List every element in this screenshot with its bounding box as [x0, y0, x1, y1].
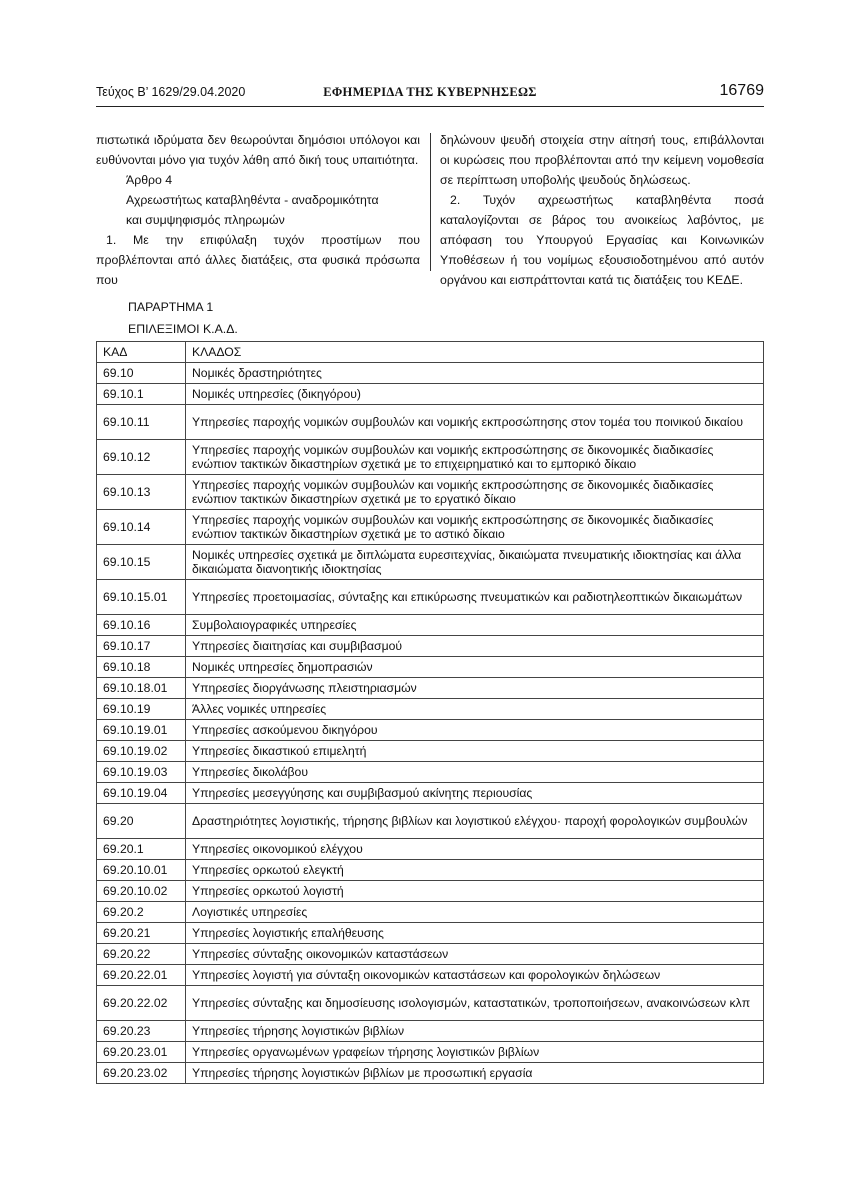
annex-title: ΠΑΡΑΡΤΗΜΑ 1 — [128, 300, 214, 314]
table-row — [97, 615, 764, 636]
issue-reference: Τεύχος Β’ 1629/29.04.2020 — [96, 85, 246, 99]
sector-description-cell: Λογιστικές υπηρεσίες — [186, 902, 764, 923]
kad-code-cell: 69.20.22 — [97, 944, 186, 965]
sector-description-cell: Υπηρεσίες παροχής νομικών συμβουλών και νομικής εκπροσώπησης σε δικονομικές διαδικασίες ενώπιον τακτικών δικαστηρίων σχετικά με το επιχειρηματικό και το εμπορικό δίκαιο — [186, 440, 764, 475]
sector-description-cell: Υπηρεσίες διοργάνωσης πλειστηριασμών — [186, 678, 764, 699]
kad-code-cell: 69.10.18 — [97, 657, 186, 678]
kad-code-cell: 69.10.19.02 — [97, 741, 186, 762]
sector-description-cell: Υπηρεσίες παροχής νομικών συμβουλών και νομικής εκπροσώπησης σε δικονομικές διαδικασίες ενώπιον τακτικών δικαστηρίων σχετικά με το εργατικό δίκαιο — [186, 475, 764, 510]
sector-description-cell: Υπηρεσίες ασκούμενου δικηγόρου — [186, 720, 764, 741]
column-header-sector: ΚΛΑΔΟΣ — [186, 342, 764, 363]
table-row — [97, 580, 764, 615]
sector-description-cell: Νομικές υπηρεσίες (δικηγόρου) — [186, 384, 764, 405]
sector-description-cell: Υπηρεσίες δικαστικού επιμελητή — [186, 741, 764, 762]
column-header-kad: ΚΑΔ — [97, 342, 186, 363]
kad-code-cell: 69.10.13 — [97, 475, 186, 510]
kad-code-cell: 69.20.23.02 — [97, 1063, 186, 1084]
article-heading — [96, 170, 420, 230]
sector-description-cell: Υπηρεσίες δικολάβου — [186, 762, 764, 783]
kad-code-cell: 69.20.22.02 — [97, 986, 186, 1021]
table-row — [97, 839, 764, 860]
sector-description-cell: Υπηρεσίες διαιτησίας και συμβιβασμού — [186, 636, 764, 657]
sector-description-cell: Άλλες νομικές υπηρεσίες — [186, 699, 764, 720]
kad-code-cell: 69.10.19.03 — [97, 762, 186, 783]
sector-description-cell: Υπηρεσίες σύνταξης και δημοσίευσης ισολογισμών, καταστατικών, τροποποιήσεων, ανακοινώσεων κλπ — [186, 986, 764, 1021]
annex-heading — [128, 296, 238, 340]
article-title-line-2: και συμψηφισμός πληρωμών — [126, 213, 285, 227]
sector-description-cell: Υπηρεσίες τήρησης λογιστικών βιβλίων — [186, 1021, 764, 1042]
sector-description-cell: Υπηρεσίες οργανωμένων γραφείων τήρησης λογιστικών βιβλίων — [186, 1042, 764, 1063]
sector-description-cell: Υπηρεσίες μεσεγγύησης και συμβιβασμού ακίνητης περιουσίας — [186, 783, 764, 804]
kad-table-body — [97, 363, 764, 1084]
right-paragraph-1: δηλώνουν ψευδή στοιχεία στην αίτησή τους, επιβάλλονται οι κυρώσεις που προβλέπονται από την κείμενη νομοθεσία σε περίπτωση υποβολής ψευδούς δηλώσεως. — [440, 133, 764, 187]
header-rule — [96, 106, 764, 107]
kad-code-cell: 69.10.18.01 — [97, 678, 186, 699]
sector-description-cell: Υπηρεσίες ορκωτού λογιστή — [186, 881, 764, 902]
kad-code-cell: 69.20.23.01 — [97, 1042, 186, 1063]
sector-description-cell: Υπηρεσίες τήρησης λογιστικών βιβλίων με προσωπική εργασία — [186, 1063, 764, 1084]
table-row — [97, 986, 764, 1021]
table-row — [97, 944, 764, 965]
table-header-row — [97, 342, 764, 363]
sector-description-cell: Νομικές υπηρεσίες δημοπρασιών — [186, 657, 764, 678]
kad-code-cell: 69.10 — [97, 363, 186, 384]
kad-code-cell: 69.10.15.01 — [97, 580, 186, 615]
kad-code-cell: 69.10.11 — [97, 405, 186, 440]
table-row — [97, 881, 764, 902]
kad-code-cell: 69.10.16 — [97, 615, 186, 636]
sector-description-cell: Δραστηριότητες λογιστικής, τήρησης βιβλίων και λογιστικού ελέγχου· παροχή φορολογικών συμβουλών — [186, 804, 764, 839]
table-row — [97, 678, 764, 699]
column-divider — [430, 133, 431, 271]
kad-code-cell: 69.20.10.01 — [97, 860, 186, 881]
kad-code-cell: 69.20.21 — [97, 923, 186, 944]
table-row — [97, 475, 764, 510]
table-row — [97, 363, 764, 384]
sector-description-cell: Νομικές υπηρεσίες σχετικά με διπλώματα ευρεσιτεχνίας, δικαιώματα πνευματικής ιδιοκτησίας και άλλα δικαιώματα διανοητικής ιδιοκτησίας — [186, 545, 764, 580]
table-row — [97, 741, 764, 762]
sector-description-cell: Υπηρεσίες οικονομικού ελέγχου — [186, 839, 764, 860]
sector-description-cell: Υπηρεσίες ορκωτού ελεγκτή — [186, 860, 764, 881]
table-row — [97, 804, 764, 839]
table-row — [97, 636, 764, 657]
kad-code-cell: 69.10.19 — [97, 699, 186, 720]
kad-code-cell: 69.10.17 — [97, 636, 186, 657]
table-row — [97, 510, 764, 545]
table-row — [97, 545, 764, 580]
right-paragraph-2: 2. Τυχόν αχρεωστήτως καταβληθέντα ποσά καταλογίζονται σε βάρος του ανοικείως λαβόντος, με απόφαση του Υπουργού Εργασίας και Κοινωνικών Υποθέσεων ή του νομίμως εξουσιοδοτημένου από αυτόν οργάνου και εισπράττονται κατά τις διατάξεις του ΚΕΔΕ. — [440, 193, 764, 287]
kad-code-cell: 69.20 — [97, 804, 186, 839]
right-column — [440, 130, 764, 290]
left-paragraph-1: πιστωτικά ιδρύματα δεν θεωρούνται δημόσιοι υπόλογοι και ευθύνονται μόνο για τυχόν λάθη από δική τους υπαιτιότητα. — [96, 133, 420, 167]
gazette-title: ΕΦΗΜΕΡΙΔΑ ΤΗΣ ΚΥΒΕΡΝΗΣΕΩΣ — [323, 85, 537, 99]
kad-code-cell: 69.10.15 — [97, 545, 186, 580]
kad-code-cell: 69.20.1 — [97, 839, 186, 860]
left-column — [96, 130, 420, 290]
sector-description-cell: Συμβολαιογραφικές υπηρεσίες — [186, 615, 764, 636]
sector-description-cell: Υπηρεσίες λογιστή για σύνταξη οικονομικών καταστάσεων και φορολογικών δηλώσεων — [186, 965, 764, 986]
kad-code-cell: 69.20.10.02 — [97, 881, 186, 902]
table-row — [97, 720, 764, 741]
table-row — [97, 783, 764, 804]
kad-code-cell: 69.10.19.04 — [97, 783, 186, 804]
kad-code-cell: 69.20.22.01 — [97, 965, 186, 986]
kad-code-cell: 69.20.23 — [97, 1021, 186, 1042]
table-row — [97, 1021, 764, 1042]
kad-table — [96, 341, 764, 1084]
sector-description-cell: Υπηρεσίες λογιστικής επαλήθευσης — [186, 923, 764, 944]
table-row — [97, 860, 764, 881]
table-row — [97, 1042, 764, 1063]
article-title-line-1: Αχρεωστήτως καταβληθέντα - αναδρομικότητα — [126, 193, 379, 207]
sector-description-cell: Υπηρεσίες προετοιμασίας, σύνταξης και επικύρωσης πνευματικών και ραδιοτηλεοπτικών δικαιωμάτων — [186, 580, 764, 615]
table-row — [97, 405, 764, 440]
table-row — [97, 440, 764, 475]
sector-description-cell: Νομικές δραστηριότητες — [186, 363, 764, 384]
kad-code-cell: 69.10.1 — [97, 384, 186, 405]
table-row — [97, 657, 764, 678]
table-row — [97, 965, 764, 986]
kad-code-cell: 69.10.12 — [97, 440, 186, 475]
kad-code-cell: 69.10.14 — [97, 510, 186, 545]
table-row — [97, 699, 764, 720]
left-paragraph-2: 1. Με την επιφύλαξη τυχόν προστίμων που προβλέπονται από άλλες διατάξεις, στα φυσικά πρόσωπα που — [96, 233, 420, 287]
table-row — [97, 902, 764, 923]
kad-code-cell: 69.10.19.01 — [97, 720, 186, 741]
sector-description-cell: Υπηρεσίες παροχής νομικών συμβουλών και νομικής εκπροσώπησης στον τομέα του ποινικού δικαίου — [186, 405, 764, 440]
table-row — [97, 384, 764, 405]
article-number: Άρθρο 4 — [126, 173, 173, 187]
table-row — [97, 1063, 764, 1084]
sector-description-cell: Υπηρεσίες παροχής νομικών συμβουλών και νομικής εκπροσώπησης σε δικονομικές διαδικασίες ενώπιον τακτικών δικαστηρίων σχετικά με το αστικό δίκαιο — [186, 510, 764, 545]
annex-subtitle: ΕΠΙΛΕΞΙΜΟΙ Κ.Α.Δ. — [128, 322, 238, 336]
table-row — [97, 923, 764, 944]
kad-code-cell: 69.20.2 — [97, 902, 186, 923]
table-row — [97, 762, 764, 783]
sector-description-cell: Υπηρεσίες σύνταξης οικονομικών καταστάσεων — [186, 944, 764, 965]
page-header — [96, 82, 764, 104]
page-number: 16769 — [719, 82, 764, 99]
